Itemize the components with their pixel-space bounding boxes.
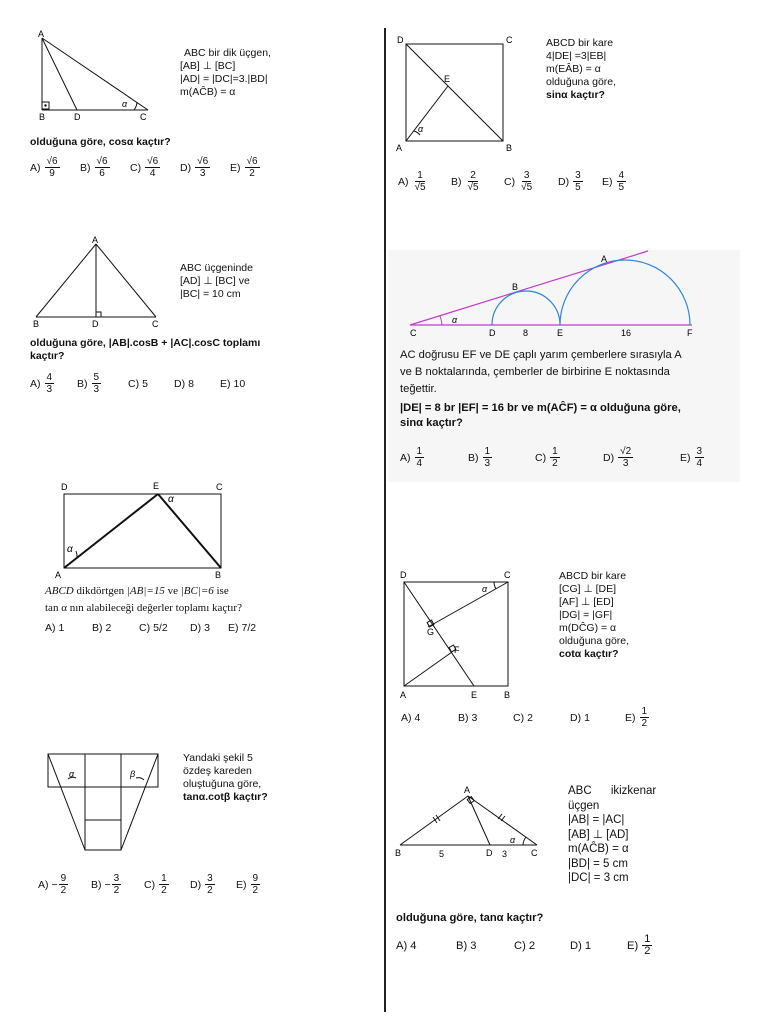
- q3-point-c: C: [216, 482, 223, 492]
- q7-given-line: [AF] ⊥ [ED]: [559, 596, 614, 608]
- option-den: 4: [416, 458, 423, 469]
- q1-given-line: |AD| = |DC|=3.|BD|: [180, 73, 268, 85]
- q6-alpha: α: [452, 315, 458, 325]
- option-label: C): [128, 377, 140, 390]
- option-value: 4: [410, 939, 417, 952]
- q1-figure: [30, 28, 165, 123]
- q5-figure: [392, 32, 522, 154]
- q6-text: [400, 347, 682, 398]
- option-den: √5: [414, 182, 426, 193]
- q5-point-a: A: [396, 143, 403, 153]
- option-value: 3: [471, 711, 478, 724]
- option-num: 3: [207, 873, 213, 884]
- q4-given: [183, 752, 268, 804]
- q7-point-d: D: [400, 570, 407, 580]
- q5-prompt: sinα kaçtır?: [546, 89, 605, 101]
- q8-alpha: α: [510, 835, 516, 845]
- q2-point-b: B: [33, 319, 40, 329]
- option-label: A): [398, 175, 409, 188]
- option-den: 3: [199, 168, 206, 179]
- q3-prompt-part: |BC|=6: [180, 585, 214, 597]
- option-num: √6: [197, 156, 209, 167]
- option-label: B): [451, 175, 462, 188]
- option-num: 3: [696, 446, 703, 457]
- option-den: 2: [641, 718, 648, 729]
- option-sign: −: [51, 878, 58, 891]
- option-value: 1: [584, 939, 592, 952]
- q6-prompt-line: sinα kaçtır?: [400, 417, 463, 429]
- q5-given-line: ABCD bir kare: [546, 37, 614, 49]
- option-label: E): [220, 377, 231, 390]
- option-label: E): [230, 161, 241, 174]
- option-num: 2: [470, 170, 476, 181]
- q5-options: [398, 170, 646, 193]
- q2-option-e[interactable]: [220, 378, 266, 390]
- option-num: 1: [484, 446, 491, 457]
- q6-text-line: ve B noktalarında, çemberler de birbirine E noktasında: [400, 366, 670, 378]
- option-sign: −: [104, 878, 111, 891]
- q4-beta: β: [130, 769, 136, 779]
- option-den: 3: [622, 458, 629, 469]
- q4-option-b[interactable]: [91, 873, 144, 896]
- q1-given: [180, 47, 271, 99]
- q2-point-c: C: [152, 319, 159, 329]
- option-den: 5: [575, 182, 581, 193]
- q8-point-a: A: [464, 785, 471, 795]
- q3-figure: [55, 478, 235, 586]
- q7-option-e[interactable]: [625, 706, 665, 729]
- q5-given: [546, 37, 616, 102]
- q7-point-c: C: [504, 570, 511, 580]
- q1-option-d[interactable]: [180, 156, 230, 179]
- option-label: D): [180, 161, 192, 174]
- q7-option-d[interactable]: [570, 712, 625, 724]
- option-value: 7/2: [241, 622, 257, 634]
- q2-option-d[interactable]: [174, 378, 220, 390]
- q6-point-d: D: [489, 328, 496, 338]
- q5-point-e: E: [444, 74, 451, 84]
- q7-point-a: A: [400, 690, 407, 700]
- q6-option-b[interactable]: [468, 446, 535, 469]
- q8-prompt: olduğuna göre, tanα kaçtır?: [396, 912, 544, 924]
- q7-point-e: E: [471, 690, 478, 700]
- q3-prompt: [45, 585, 229, 597]
- option-num: 1: [417, 170, 423, 181]
- option-label: D): [558, 175, 570, 188]
- q1-point-d: D: [74, 112, 81, 122]
- q1-option-c[interactable]: [130, 156, 180, 179]
- option-num: 3: [523, 170, 530, 181]
- q8-option-e[interactable]: [627, 934, 672, 957]
- option-num: 3: [575, 170, 581, 181]
- option-num: 9: [252, 873, 259, 884]
- q5-given-line: 4|DE| =3|EB|: [546, 50, 607, 62]
- option-value: 2: [105, 622, 112, 634]
- q8-given-line: m(AĈB) = α: [568, 843, 629, 855]
- option-den: 2: [207, 885, 213, 896]
- q8-point-b: B: [395, 848, 402, 858]
- option-value: 8: [188, 377, 194, 390]
- q7-given-line: olduğuna göre,: [559, 635, 630, 647]
- q7-figure: [392, 566, 522, 701]
- q4-option-c[interactable]: [144, 873, 190, 896]
- q4-option-e[interactable]: [236, 873, 282, 896]
- q8-given: [568, 784, 656, 886]
- option-label: B): [92, 622, 103, 634]
- q1-given-line: [AB] ⊥ [BC]: [180, 60, 236, 72]
- option-num: 3: [113, 873, 120, 884]
- q4-figure: [44, 750, 164, 855]
- q3-prompt-part: |AB|=15: [126, 585, 165, 597]
- option-label: D): [190, 878, 202, 891]
- q8-given-line: ABC ikizkenar: [568, 785, 657, 797]
- q5-point-c: C: [506, 35, 513, 45]
- option-label: D): [570, 939, 582, 952]
- option-den: 2: [60, 885, 67, 896]
- q1-options: [30, 156, 280, 179]
- q8-given-line: |BD| = 5 cm: [568, 857, 628, 870]
- q4-given-line: oluştuğuna göre,: [183, 778, 262, 790]
- option-value: 1: [58, 622, 65, 634]
- q1-point-c: C: [140, 112, 147, 122]
- q3-point-b: B: [215, 570, 222, 580]
- option-den: 2: [552, 458, 558, 469]
- q1-given-line: m(AĈB) = α: [180, 86, 236, 98]
- option-den: 3: [46, 384, 53, 395]
- q4-option-a[interactable]: [38, 873, 91, 896]
- option-num: 4: [618, 170, 625, 181]
- q3-options: [45, 622, 278, 634]
- option-label: E): [602, 175, 613, 188]
- option-den: 3: [93, 384, 100, 395]
- option-label: B): [456, 939, 468, 952]
- option-label: D): [174, 377, 186, 390]
- option-value: 2: [527, 711, 533, 724]
- q8-given-line: |DC| = 3 cm: [568, 872, 629, 884]
- option-num: √6: [96, 156, 108, 167]
- q2-point-a: A: [92, 235, 99, 245]
- q7-alpha: α: [482, 584, 488, 594]
- q6-option-e[interactable]: [680, 446, 730, 469]
- q7-point-b: B: [504, 690, 511, 700]
- q5-option-c[interactable]: [504, 170, 558, 193]
- option-label: C): [130, 161, 142, 174]
- option-den: 2: [161, 885, 167, 896]
- option-num: 1: [552, 446, 558, 457]
- q6-prompt: [400, 401, 681, 431]
- q4-prompt: tanα.cotβ kaçtır?: [183, 791, 268, 803]
- column-divider: [384, 28, 386, 1012]
- q6-prompt-line: |DE| = 8 br |EF| = 16 br ve m(AĈF) = α olduğuna göre,: [400, 402, 681, 414]
- q1-point-b: B: [39, 112, 46, 122]
- q7-given-line: [CG] ⊥ [DE]: [559, 583, 616, 595]
- q4-alpha: α: [69, 769, 75, 779]
- q3-alpha-top: α: [168, 494, 174, 505]
- q8-given-line: [AB] ⊥ [AD]: [568, 828, 629, 841]
- option-label: E): [625, 711, 636, 724]
- q1-alpha: α: [122, 99, 128, 109]
- option-num: 1: [416, 446, 423, 457]
- option-label: B): [458, 711, 469, 724]
- option-value: 3: [470, 939, 477, 952]
- option-label: D): [570, 711, 582, 724]
- q3-alpha: α: [67, 544, 73, 555]
- option-den: 2: [252, 885, 259, 896]
- q5-option-b[interactable]: [451, 170, 504, 193]
- option-label: A): [30, 161, 41, 174]
- q1-option-e[interactable]: [230, 156, 280, 179]
- q3-point-a: A: [55, 570, 62, 580]
- option-label: E): [236, 878, 247, 891]
- q1-option-b[interactable]: [80, 156, 130, 179]
- option-num: √6: [46, 156, 58, 167]
- q2-figure: [30, 234, 165, 329]
- option-value: 10: [233, 377, 246, 390]
- q2-prompt: olduğuna göre, |AB|.cosB + |AC|.cosC toplamı kaçtır?: [30, 337, 261, 362]
- q6-options: [400, 446, 730, 469]
- option-label: E): [627, 939, 639, 952]
- q8-option-b[interactable]: [456, 940, 514, 952]
- q8-point-d: D: [486, 848, 493, 858]
- q8-options: [396, 934, 672, 957]
- option-label: B): [468, 451, 479, 464]
- q7-option-a[interactable]: [401, 712, 458, 724]
- q6-point-c: C: [410, 328, 417, 338]
- q2-point-d: D: [92, 319, 99, 329]
- q6-option-a[interactable]: [400, 446, 468, 469]
- option-label: C): [144, 878, 156, 891]
- q2-given-line: [AD] ⊥ [BC] ve: [180, 275, 250, 287]
- option-label: B): [80, 161, 91, 174]
- q7-point-g: G: [427, 627, 435, 637]
- q3-prompt-part: ve: [164, 585, 181, 597]
- option-den: √5: [521, 182, 533, 193]
- q4-options: [38, 873, 282, 896]
- option-label: C): [504, 175, 516, 188]
- q6-point-f: F: [687, 328, 693, 338]
- q3-option-c[interactable]: [139, 622, 190, 634]
- q3-prompt-line2: tan α nın alabileceği değerler toplamı kaçtır?: [45, 602, 242, 614]
- option-label: A): [396, 939, 408, 952]
- q7-option-c[interactable]: [513, 712, 570, 724]
- option-den: 2: [249, 168, 255, 179]
- option-den: 4: [696, 458, 703, 469]
- option-label: A): [38, 878, 49, 891]
- option-den: 2: [113, 885, 120, 896]
- q5-option-e[interactable]: [602, 170, 646, 193]
- option-value: 5: [142, 377, 148, 390]
- q6-option-c[interactable]: [535, 446, 603, 469]
- option-label: E): [680, 451, 691, 464]
- q3-point-e: E: [153, 481, 160, 491]
- option-label: D): [190, 622, 202, 634]
- q8-label-bd: 5: [439, 849, 445, 859]
- q5-point-b: B: [506, 143, 513, 153]
- option-value: 3: [204, 622, 210, 634]
- q2-option-a[interactable]: [30, 372, 77, 395]
- q2-given-line: ABC üçgeninde: [180, 262, 253, 274]
- q8-label-dc: 3: [502, 849, 508, 859]
- option-value: 4: [414, 711, 421, 724]
- q6-label-de: 8: [523, 328, 529, 338]
- option-den: 3: [484, 458, 491, 469]
- option-value: 1: [584, 711, 590, 724]
- option-num: 5: [93, 372, 100, 383]
- q7-option-b[interactable]: [458, 712, 513, 724]
- option-label: A): [45, 622, 56, 634]
- option-label: C): [513, 711, 525, 724]
- q3-prompt-part: ABCD: [45, 585, 74, 597]
- q1-point-a: A: [38, 29, 45, 39]
- q1-given-line: ABC bir dik üçgen,: [184, 47, 271, 59]
- q7-point-f: F: [454, 645, 460, 655]
- option-den: 5: [618, 182, 625, 193]
- q7-given-line: ABCD bir kare: [559, 570, 627, 582]
- q5-given-line: olduğuna göre,: [546, 76, 617, 88]
- option-value: 2: [528, 939, 536, 952]
- q5-point-d: D: [397, 35, 404, 45]
- option-num: 4: [46, 372, 53, 383]
- q6-point-e: E: [557, 328, 564, 338]
- q6-figure: [402, 248, 702, 340]
- q8-option-c[interactable]: [514, 940, 570, 952]
- q7-given: [559, 570, 629, 661]
- q5-given-line: m(EÂB) = α: [546, 63, 601, 75]
- option-num: 1: [161, 873, 167, 884]
- option-value: 5/2: [153, 622, 168, 634]
- option-label: C): [514, 939, 526, 952]
- q3-option-a[interactable]: [45, 622, 92, 634]
- q2-given-line: |BC| = 10 cm: [180, 288, 241, 300]
- q3-option-e[interactable]: [228, 622, 278, 634]
- q3-prompt-part: dikdörtgen: [73, 585, 127, 597]
- option-num: 1: [644, 933, 651, 945]
- q8-option-d[interactable]: [570, 940, 627, 952]
- q6-point-b: B: [512, 282, 519, 292]
- q6-option-d[interactable]: [603, 446, 680, 469]
- option-num: √6: [147, 156, 159, 167]
- q3-option-b[interactable]: [92, 622, 139, 634]
- q1-option-a[interactable]: [30, 156, 80, 179]
- q2-option-c[interactable]: [128, 378, 174, 390]
- q7-given-line: m(DĈG) = α: [559, 622, 617, 634]
- q2-given: [180, 262, 253, 301]
- q1-prompt: olduğuna göre, cosα kaçtır?: [30, 136, 171, 148]
- q6-text-line: AC doğrusu EF ve DE çaplı yarım çemberlere sırasıyla A: [400, 349, 682, 361]
- q3-prompt-part: ise: [213, 585, 229, 597]
- q5-option-a[interactable]: [398, 170, 451, 193]
- q2-option-b[interactable]: [77, 372, 128, 395]
- option-label: A): [401, 711, 412, 724]
- option-label: B): [91, 878, 102, 891]
- q8-figure: [392, 782, 552, 862]
- q6-point-a: A: [601, 254, 608, 264]
- q7-given-line: |DG| = |GF|: [559, 609, 613, 621]
- option-label: B): [77, 377, 88, 390]
- option-label: A): [400, 451, 411, 464]
- q4-option-d[interactable]: [190, 873, 236, 896]
- q4-given-line: Yandaki şekil 5: [183, 752, 253, 764]
- option-den: 6: [99, 168, 105, 179]
- option-num: √2: [620, 446, 632, 457]
- option-den: 2: [644, 945, 651, 957]
- q7-options: [401, 706, 665, 729]
- option-label: C): [139, 622, 151, 634]
- q2-options: [30, 372, 266, 395]
- q6-text-line: teğettir.: [400, 383, 437, 395]
- option-label: E): [228, 622, 239, 634]
- q4-given-line: özdeş kareden: [183, 765, 252, 777]
- option-label: D): [603, 451, 615, 464]
- option-num: √6: [246, 156, 258, 167]
- option-num: 9: [60, 873, 67, 884]
- option-num: 1: [641, 706, 648, 717]
- q5-option-d[interactable]: [558, 170, 602, 193]
- q7-prompt: cotα kaçtır?: [559, 648, 619, 660]
- q3-option-d[interactable]: [190, 622, 228, 634]
- option-den: 4: [149, 168, 156, 179]
- q6-label-ef: 16: [621, 328, 632, 338]
- option-den: √5: [467, 182, 479, 193]
- q8-given-line: |AB| = |AC|: [568, 814, 625, 826]
- option-label: A): [30, 377, 41, 390]
- q8-option-a[interactable]: [396, 940, 456, 952]
- q8-point-c: C: [531, 848, 538, 858]
- q3-point-d: D: [61, 482, 68, 492]
- q5-alpha: α: [418, 124, 424, 134]
- option-label: C): [535, 451, 547, 464]
- q8-given-line: üçgen: [568, 799, 600, 812]
- option-den: 9: [49, 168, 55, 179]
